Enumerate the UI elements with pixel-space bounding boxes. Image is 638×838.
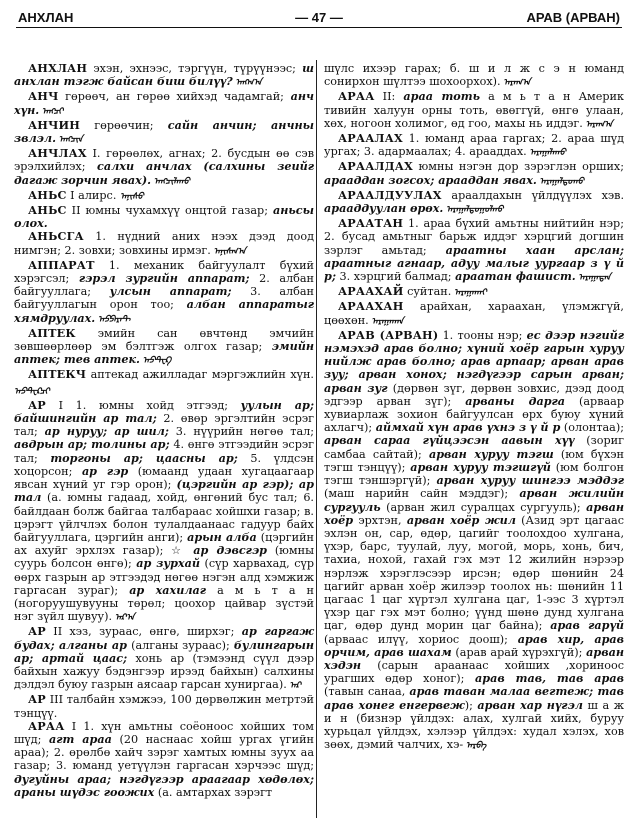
entry-example: арваны дарга [465,393,566,408]
entry-headword: АРААХАН [338,299,404,314]
entry-headword: АНЧИН [28,117,81,132]
mongolian-script-form: ᠠᠷᠪᠠ [463,741,487,752]
entry-definition: 2. өвөр эргэлтийн эсрэг тал; [14,412,314,439]
entry-example: улсын аппарат; [109,284,232,299]
dictionary-entry [324,132,624,160]
dictionary-entry [14,90,314,118]
entry-definition: II: [374,90,404,104]
entry-definition: (юмаанд удаан хугацаагаар явсан хүний уг гэр орон); [14,464,315,492]
entry-example: арын алба [187,529,257,544]
entry-definition: 1. тооны нэр; [438,328,527,342]
entry-example: ар хахилаг [129,582,207,597]
entry-definition: I. гөрөөлөх, агнах; 2. бусдын өө сэв эрэлхийлэх; [14,147,314,174]
dictionary-entry [14,720,314,799]
entry-definition: (юмны суурь болсон өнгө); [14,544,314,571]
entry-definition: (арваар хувиарлаж зохион байгуулсан өрх буюу хүний ахлагч); [324,394,624,435]
entry-definition: (арав арай хүрэхгүй); [451,645,587,659]
entry-example: албан аппаратыг хямдруулах. [14,297,314,325]
entry-definition: (20 наснаас хойш ургах үгийн араа); 2. өрөлбө хайч зэрэг хамтых юмны зуух аа газар; 3. юманд уетүүлэн гаргасан хэрчээс шүд; [14,732,315,773]
entry-definition: I 1. юмны хойд этгээд; [45,398,241,412]
entry-headword: АРАА [28,718,65,733]
entry-example: уулын ар; байшингийн ар тал; [14,397,314,426]
dictionary-entry [14,119,314,147]
entry-example: арван хоёр [324,499,624,527]
entry-headword: АРААТАН [338,216,404,231]
mongolian-script-form: ᠠᠷ᠎ᠠ [112,613,135,624]
entry-headword: АРААЛАХ [338,131,403,146]
entry-example: дугуйны араа; нэгдүгээр араагаар хөдөлөх; араны шүдэс гоожих [14,771,314,799]
entry-definition: (маш нарийн сайн мэддэг); [324,487,520,501]
right-column [324,62,624,753]
mongolian-script-form: ᠠᠷᠠᠭᠠᠲᠠᠨ [575,273,611,284]
entry-definition: 3. нүүрийн нөгөө тал; [168,425,314,439]
entry-headword: АППАРАТ [28,257,95,272]
entry-example: аймхай хүн арав үхнэ з ү й р [375,420,561,435]
entry-example: анч хүн. [14,89,314,117]
entry-definition: 4. өнгө этгээдийн эсрэг тал; [14,438,314,465]
entry-definition: эрхтэн, [353,513,407,527]
entry-definition: 1. араа бүхий амьтны нийтийн нэр; 2. бусад амьтныг барьж иддэг хэрцгий догшин зэрлэг амьтад; [324,217,624,257]
entry-example: арааддан зогсох; арааддан явах. [324,172,537,187]
entry-definition: (тавын санаа, [324,685,410,699]
entry-definition: а м ь т а н (ногоруушувууны төрөл; цоохор цайвар зүстэй нэг зүйл шувуу). [14,583,314,624]
entry-example: араа тоть [403,89,480,104]
dictionary-entry [14,368,314,398]
entry-headword: АНЧ [28,89,59,104]
entry-headword: АРАА [338,89,375,104]
dictionary-entry [14,693,314,719]
dictionary-entry [14,189,314,204]
dictionary-entry [14,259,314,327]
entry-headword: АНЬС [28,187,67,202]
left-column [14,62,314,799]
dictionary-entry [14,399,314,625]
entry-definition: II юмны чухамхүү онцтой газар; [66,204,274,218]
entry-definition: I 1. хүн амьтны соёоноос хойших том шүд; [14,719,314,746]
column-divider [316,60,317,818]
entry-example: арав хир, арав орчим, арав шахам [324,631,624,659]
entry-example: арван зуг [324,380,388,395]
entry-example: араатан фашист. [455,269,576,284]
entry-definition: (зориг самбаа сайтай); [324,434,624,461]
entry-example: араатны хаан арслан; араатныг агнаар, адуу малыг уургаар з ү й р; [324,242,624,284]
entry-example: арван хоёр жил [406,512,516,527]
entry-definition: (дөрвөн зүг, дөрвөн зовхис, дээд доод эдгээр арван зүг); [324,381,625,408]
entry-definition: 2. албан байгууллага; [14,272,315,299]
entry-example: ес дээр нэгийг нэмэхэд арав болно; хүний хоёр гарын хуруу нийлж арав болно; арав арпаар; арван арав зуу; арван хонох; нэгдүгээр сарын арван; [324,327,625,382]
entry-definition: шүлс ихээр гарах; б. ш и л ж с э н юманд сонирхон шүлтээ шохоорхох). [324,62,624,89]
dictionary-entry [324,285,624,300]
entry-example: эмийн аптек; тев аптек. [14,339,314,367]
mongolian-script-form: ᠠᠷᠠᠭ᠎ᠠ [500,78,531,89]
entry-example: арван сараа гүйцээсэн аавын хүү [324,433,575,448]
entry-definition: гөрөөч, ан гөрөө хийхэд чадамгай; [58,90,291,104]
mongolian-script-form: ᠠᠷᠠᠭᠠᠯᠠᠬᠤ [526,148,566,159]
entry-example: арааддуулан өрөх. [324,201,444,216]
entry-example: торгоны ар; цаасны ар; [50,450,238,465]
entry-definition: (юм бүхэн тэгш тэнцүү); [324,447,624,474]
mongolian-script-form: ᠠᠩᠬ᠎ᠠ [232,78,262,89]
entry-definition: II хэз, зураас, өнгө, ширхэг; [45,625,242,639]
entry-headword: АНЬС [28,203,67,218]
mongolian-script-form: ᠠᠷᠠᠭ᠎ᠠ [582,119,613,130]
entry-example: ар дэвсгэр [193,543,267,558]
mongolian-script-form: ᠠᠩᠴᠢ [39,106,64,117]
mongolian-script-form: ᠠᠫᠲ᠋ᠧᠺ [139,356,172,367]
header-left-guideword: АНХЛАН [18,10,74,25]
entry-example: арван хуруу тэгшгүй [410,459,551,474]
page-header [10,8,628,28]
entry-definition: (арван жил суралцах сургууль); [380,500,587,514]
entry-definition: (олонтаа); [560,421,624,435]
mongolian-script-form: ᠠᠷᠠᠭᠠᠯᠳᠤᠭᠤᠯᠬᠤ [443,205,504,216]
dictionary-entry [324,90,624,132]
entry-definition: 3. хэрцгий балмад; [335,270,456,284]
entry-definition: ш а ж и н (бизнэр үйлдэх: алах, хулгай хийх, буруу хурьцал үйлдэх, хэлээр үйлдэх: худал хэлэх, хов зөөх, дэмий чалчих, хэ- [324,698,624,752]
entry-example: (цэргийн ар гэр); ар тал [14,477,314,505]
entry-definition: (алганы зураас); [127,638,234,652]
entry-definition: (арваас илүү, хориос доош); [324,632,518,646]
entry-example: агт араа [48,731,112,746]
entry-example: ар нуруу; ар шил; [44,424,169,439]
dictionary-entry [324,217,624,285]
entry-example: арван жилийн сургууль [324,486,624,514]
dictionary-entry [14,62,314,90]
entry-definition: суйтан. [403,285,452,299]
entry-headword: АРАВ (АРВАН) [338,327,439,342]
entry-example: салхи анчлах (салхины зеийг дагаж зорчин явах). [14,159,315,187]
entry-definition: (Азид эрт цагаас эхлэн он, сар, өдөр, цагийг тоолохдоо хулгана, үхэр, барс, туулай, луу, могой, морь, хонь, бич, тахиа, нохой, гахай гэх мэт 12 жилийн нэрээр нэрлэж хэрэглэсээр ирсэн; өдөр шөнийн 24 цагийг арван хоёр жилээр тоолох нь: шөнийн 11 цагаас 1 цаг хүртэл хулгана цаг, 1-ээс 3 хүртэл үхэр цаг гэх мэт болно; үүнд шөнө дунд хулгана цаг, өдөр дунд морин цаг байна); [324,513,624,633]
mongolian-script-form: ᠠᠷᠠᠭᠠᠬᠠᠢ [451,288,487,299]
entry-headword: АР [28,624,46,639]
mongolian-script-form: ᠠᠨᠢᠰᠬ᠎ᠠ [210,246,246,257]
entry-headword: АНХЛАН [28,61,88,75]
entry-definition: аптекад ажилладаг мэргэжлийн хүн. [86,368,314,382]
entry-definition: арайхан, хараахан, үлэмжгүй, цөөхөн. [324,300,624,327]
entry-headword: АРААХАЙ [338,284,404,299]
entry-definition: III талбайн хэмжээ, 100 дөрвөлжин метртэй тэнцүү. [14,693,314,720]
entry-example: сайн анчин; анчны звлэл. [14,117,314,146]
entry-definition: 1. нүдний аних нээх дээд доод нимгэн; 2. зовхи; зовхины ирмэг. [14,230,314,257]
dictionary-entry [324,189,624,217]
entry-definition: 1. механик байгуулалт бүхий хэрэгсэл; [14,258,314,286]
entry-definition: 5. үлдсэн хоцорсон; [14,451,315,478]
entry-example: булингарын ар; артай цаас; [14,637,314,665]
mongolian-script-form: ᠠᠩᠴᠢᠯᠠᠬᠤ [151,176,190,187]
entry-example: гэрэл зургийн аппарат; [78,271,250,286]
entry-example: арван хэдэн [324,644,624,672]
entry-definition: (сарын араанаас хойших ,хориноос урагших өдөр хоног); [324,658,624,686]
dictionary-entry [324,329,624,754]
page-number: — 47 — [295,10,343,25]
entry-definition: эхэн, эхнээс, тэргүүн, түрүүнээс; [87,62,303,75]
entry-example: авдрын ар; толины ар; [14,437,170,452]
mongolian-script-form: ᠠᠨᠢᠰᠤ [119,191,144,202]
entry-definition: 1. юманд араа гаргах; 2. араа шүд ургах; 3. адармаалах; 4. арааддах. [324,132,624,159]
dictionary-entry [324,160,624,188]
entry-definition: араалдахын үйлдүүлэх хэв. [441,188,624,202]
entry-headword: АР [28,692,46,707]
header-right-guideword: АРАВ (АРВАН) [526,10,620,25]
dictionary-entry [324,300,624,328]
entry-definition: эмийн сан өвчтөнд эмчийн зөвшөөрлөөр эм бэлтгэж олгох газар; [14,326,314,354]
dictionary-entry [14,230,314,258]
entry-definition: хонь ар (тэмээнд сүүл дээр байхын хажуу бэдэнгээр ирээд байхын) салхины дэлдэл буюу газрын аясаар гарсан хуниргаа). [14,651,314,692]
entry-example: арван хар нүгэл [477,697,583,712]
entry-definition: ); [464,698,478,712]
entry-definition: I алирс. [66,188,120,202]
mongolian-script-form: ᠠᠩᠴᠢᠨ [55,135,83,146]
entry-example: арван хуруу тэгш [428,446,554,461]
entry-example: ш анхлан тэгж байсан биш билүү? [14,61,314,89]
entry-headword: АНЬСГА [28,229,84,244]
dictionary-entry [14,625,314,693]
dictionary-entry [324,62,624,90]
entry-definition: (а. юмны гадаад, хойд, өнгөний бус тал; 6. байлдаан болж байгаа талбараас хойшхи газар; в. цэрэгт үйлчлэх болон тулалдаанаас гадуур байх байгууллага, цэргийн анги); [14,491,314,544]
entry-definition: гөрөөчин; [80,118,168,132]
mongolian-script-form: ᠠᠷᠠᠭᠠᠬᠠᠨ [368,316,404,327]
entry-headword: АНЧЛАХ [28,146,87,161]
dictionary-entry [14,327,314,369]
entry-example: арван хуруу шингээ мэддэг [436,473,624,488]
mongolian-script-form: ᠠᠷ [286,681,301,692]
entry-headword: АРААЛДУУЛАХ [338,187,442,202]
mongolian-script-form: ᠠᠷᠠᠭᠠᠯᠳᠤᠬᠤ [536,176,585,187]
entry-example: аньсы олох. [14,203,314,231]
mongolian-script-form: ᠠᠫᠫᠠᠷᠠᠲ [95,314,131,325]
header-rule [16,27,622,28]
entry-headword: АПТЕКЧ [28,367,87,382]
entry-definition: 3. албан байгууллагын орон тоо; [14,285,314,312]
entry-headword: АПТЕК [28,325,76,340]
entry-definition: юмны нэгэн дор зэрэглэн орших; [412,160,624,174]
entry-example: арав гарүй [550,618,624,633]
entry-definition: (а. амтархах зэрэгт [154,785,273,799]
entry-headword: АРААЛДАХ [338,159,413,174]
entry-example: арав тав, тав арав [475,671,624,686]
entry-example: арав таван малаа вегтеж; тав арав хонег енгервеж [324,684,624,712]
entry-definition: (цэргийн ах ахуйг эрхлэх газар); ☆ [14,530,314,558]
entry-definition: а м ь т а н Америк тивийн халуун орны тоть, өвөггүй, өнгө улаан, хөх, ногоон холимог, өд гоо, махы нь иддэг. [324,90,624,130]
dictionary-entry [14,204,314,230]
entry-example: ар зурхай [136,556,200,571]
entry-headword: АР [28,397,46,412]
dictionary-entry [14,147,314,189]
entry-example: ар гэр [81,463,129,478]
entry-definition: (юм болгон тэгш тэншэргүй); [324,460,624,488]
mongolian-script-form: ᠠᠫᠲ᠋ᠧᠺᠴᠢ [14,386,50,397]
entry-definition: (сүр харвахад, сүр өөрх газрын ар этгээдэд нөгөө нэгэн алд хэмжиж гаргасан зураг); [14,557,315,597]
entry-example: ар гаргаж будах; алганы ар [14,624,314,652]
